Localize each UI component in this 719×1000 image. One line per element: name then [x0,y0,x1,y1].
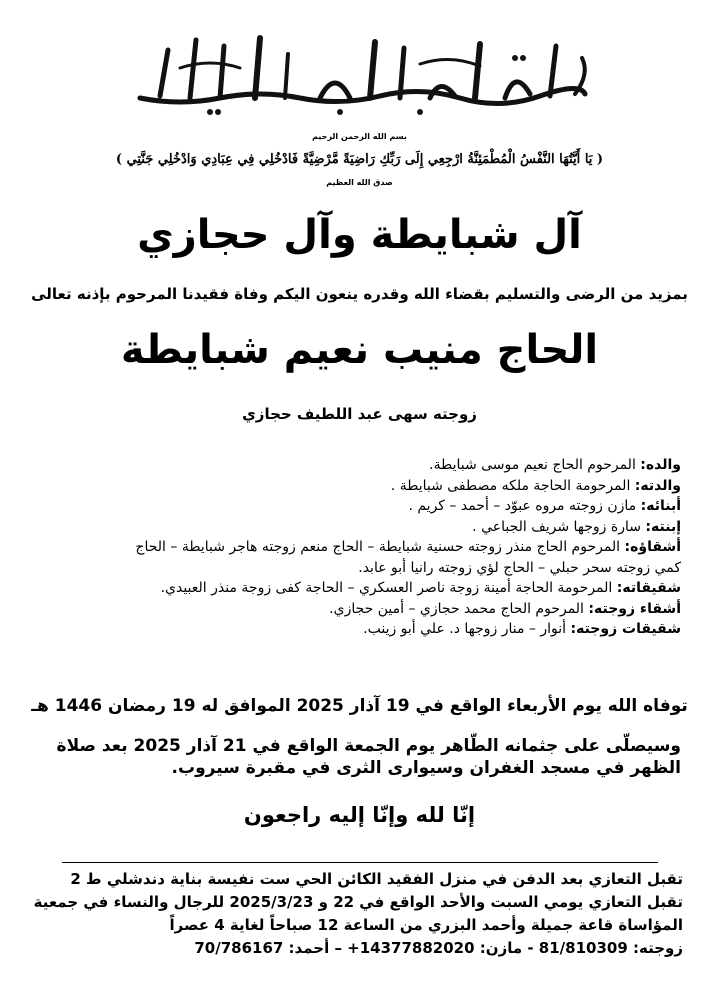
prayer-line: الظهر في مسجد الغفران وسيوارى الثرى في مقبرة سيروب. [171,758,681,778]
relative-row: أشقاؤه: المرحوم الحاج منذر زوجته حسنية شبايطة – الحاج منعم زوجته هاجر شبايطة – الحاج [135,539,681,555]
prayer-line: وسيصلّى على جثمانه الطّاهر يوم الجمعة الواقع في 21 آذار 2025 بعد صلاة [56,736,681,756]
calligraphy-logo [120,28,600,118]
intro-text: بمزيد من الرضى والتسليم بقضاء الله وقدره ينعون اليكم وفاة فقيدنا المرحوم بإذنه تعالى [31,285,688,303]
families-title: آل شبايطة وآل حجازي [137,212,582,258]
death-notice: توفاه الله يوم الأربعاء الواقع في 19 آذار 2025 الموافق له 19 رمضان 1446 هـ [31,696,688,716]
relative-row: أشقاء زوجته: المرحوم الحاج محمد حجازي – أمين حجازي. [329,600,681,617]
relatives-list [30,455,681,640]
divider [62,862,658,863]
relative-row: كمي زوجته سحر حبلي – الحاج لؤي زوجته رانيا أبو عابد. [358,559,681,576]
condolences-section [30,868,683,960]
wife-line: زوجته سهى عبد اللطيف حجازي [242,405,477,423]
condolence-line: تقبل التعازي بعد الدفن في منزل الفقيد الكائن الحي ست نفيسة بناية دندشلي ط 2 [70,870,683,888]
inna-lillah: إنّا لله وإنّا إليه راجعون [243,803,476,827]
funeral-prayer [30,735,681,779]
relative-row: والده: المرحوم الحاج نعيم موسى شبايطة. [429,457,681,473]
contact-numbers: زوجته: 81/810309 - مازن: 14377882020+ – أحمد: 70/786167 [194,939,683,957]
condolence-line: تقبل التعازي يومي السبت والأحد الواقع في 22 و 2025/3/23 للرجال والنساء في جمعية [33,893,683,911]
relative-row: أبنائه: مازن زوجته مروه عبوّد – أحمد – كريم . [408,498,681,514]
condolence-line: المؤاساة قاعة جميلة وأحمد البزري من الساعة 12 صباحاً لغاية 4 عصراً [169,916,683,934]
sadaq-allah: صدق الله العظيم [326,178,393,187]
relative-row: شقيقات زوجته: أنوار – منار زوجها د. علي أبو زينب. [363,621,681,637]
header-calligraphy [120,28,600,118]
relative-row: شقيقاته: المرحومة الحاجة أمينة زوجة ناصر العسكري – الحاجة كفى زوجة منذر العبيدي. [160,580,681,596]
relative-row: إبنته: سارة زوجها شريف الجباعي . [472,518,681,535]
relative-row: والدته: المرحومة الحاجة ملكه مصطفى شبايطة . [390,477,681,494]
deceased-name: الحاج منيب نعيم شبايطة [120,327,599,373]
basmala: بسم الله الرحمن الرحيم [312,132,407,141]
quran-verse: ( يَا أَيَّتُهَا النَّفْسُ الْمُطْمَئِنَّةُ ارْجِعِي إِلَى رَبِّكِ رَاضِيَةً مَّرْضِيَّةً فَادْخُلِي فِي عِبَادِي وَادْخُلِي جَنَّتِي ) [115,152,604,167]
